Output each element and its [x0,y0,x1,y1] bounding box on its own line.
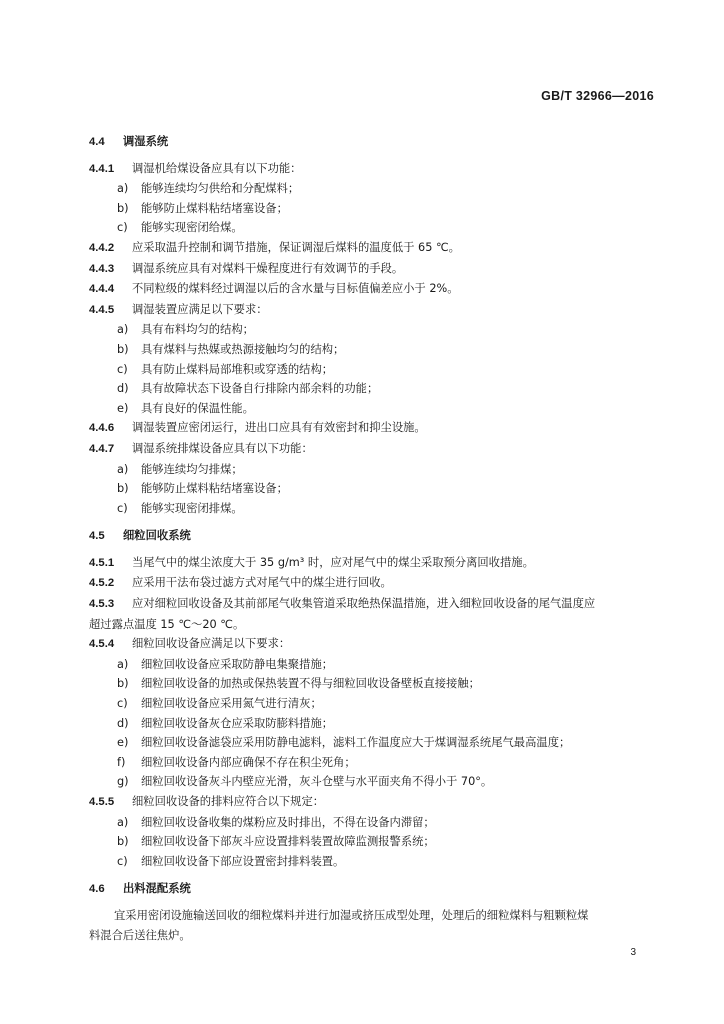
list-item: c) 能够实现密闭给煤。 [117,221,243,235]
paragraph-4-6: 宜采用密闭设施输送回收的细粒煤料并进行加湿或挤压成型处理，处理后的细粒煤料与粗颗粒煤 [114,908,589,922]
list-item: a) 能够连续均匀供给和分配煤料； [117,182,300,196]
section-heading-4-4: 4.4 调湿系统 [89,135,169,148]
section-heading-4-6: 4.6 出料混配系统 [89,882,191,896]
clause-4-4-4: 4.4.4 不同粒级的煤料经过调湿以后的含水量与目标值偏差应小于 2%。 [89,282,459,296]
clause-4-4-1: 4.4.1 调湿机给煤设备应具有以下功能： [89,161,302,175]
list-item: c) 细粒回收设备应采用氮气进行清灰； [117,697,322,711]
list-item: e) 细粒回收设备滤袋应采用防静电滤料，滤料工作温度应大于煤调湿系统尾气最高温度； [117,736,571,750]
section-heading-4-5: 4.5 细粒回收系统 [89,529,191,543]
list-item: a) 细粒回收设备收集的煤粉应及时排出，不得在设备内滞留； [117,815,435,829]
list-item: b) 能够防止煤料粘结堵塞设备； [117,482,288,496]
list-item: c) 能够实现密闭排煤。 [117,501,243,515]
clause-4-4-7: 4.4.7 调湿系统排煤设备应具有以下功能： [89,441,313,455]
page-number: 3 [630,947,636,958]
list-item: b) 细粒回收设备下部灰斗应设置排料装置故障监测报警系统； [117,835,435,849]
list-item: d) 细粒回收设备灰仓应采取防膨料措施； [117,716,334,730]
clause-4-5-1: 4.5.1 当尾气中的煤尘浓度大于 35 g/m³ 时，应对尾气中的煤尘采取预分离回收措施。 [89,555,534,569]
clause-4-4-5: 4.4.5 调湿装置应满足以下要求： [89,302,268,316]
standard-code: GB/T 32966—2016 [541,89,654,103]
document-body [89,132,649,945]
list-item: a) 细粒回收设备应采取防静电集聚措施； [117,657,334,671]
clause-4-4-2: 4.4.2 应采取温升控制和调节措施，保证调湿后煤料的温度低于 65 ℃。 [89,240,460,254]
list-item: e) 具有良好的保温性能。 [117,401,254,415]
paragraph-4-6-continued: 料混合后送往焦炉。 [89,928,191,942]
list-item: d) 具有故障状态下设备自行排除内部余料的功能； [117,382,379,396]
clause-4-5-2: 4.5.2 应采用干法布袋过滤方式对尾气中的煤尘进行回收。 [89,576,392,590]
clause-4-4-6: 4.4.6 调湿装置应密闭运行，进出口应具有有效密封和抑尘设施。 [89,421,426,435]
clause-4-5-3-continued: 超过露点温度 15 ℃～20 ℃。 [89,617,245,631]
clause-4-5-5: 4.5.5 细粒回收设备的排料应符合以下规定： [89,795,325,808]
clause-4-4-3: 4.4.3 调湿系统应具有对煤料干燥程度进行有效调节的手段。 [89,261,404,275]
list-item: a) 能够连续均匀排煤； [117,462,243,476]
clause-4-5-4: 4.5.4 细粒回收设备应满足以下要求： [89,637,291,651]
list-item: a) 具有布料均匀的结构； [117,323,254,337]
list-item: b) 能够防止煤料粘结堵塞设备； [117,201,288,215]
list-item: b) 细粒回收设备的加热或保热装置不得与细粒回收设备壁板直接接触； [117,677,480,691]
list-item: b) 具有煤料与热媒或热源接触均匀的结构； [117,342,345,356]
list-item: f) 细粒回收设备内部应确保不存在积尘死角； [117,755,356,769]
clause-4-5-3: 4.5.3 应对细粒回收设备及其前部尾气收集管道采取绝热保温措施，进入细粒回收设备的尾气温度应 [89,597,596,611]
list-item: c) 具有防止煤料局部堆积或穿透的结构； [117,362,334,376]
list-item: g) 细粒回收设备灰斗内壁应光滑，灰斗仓壁与水平面夹角不得小于 70°。 [117,775,493,789]
list-item: c) 细粒回收设备下部应设置密封排料装置。 [117,854,345,868]
